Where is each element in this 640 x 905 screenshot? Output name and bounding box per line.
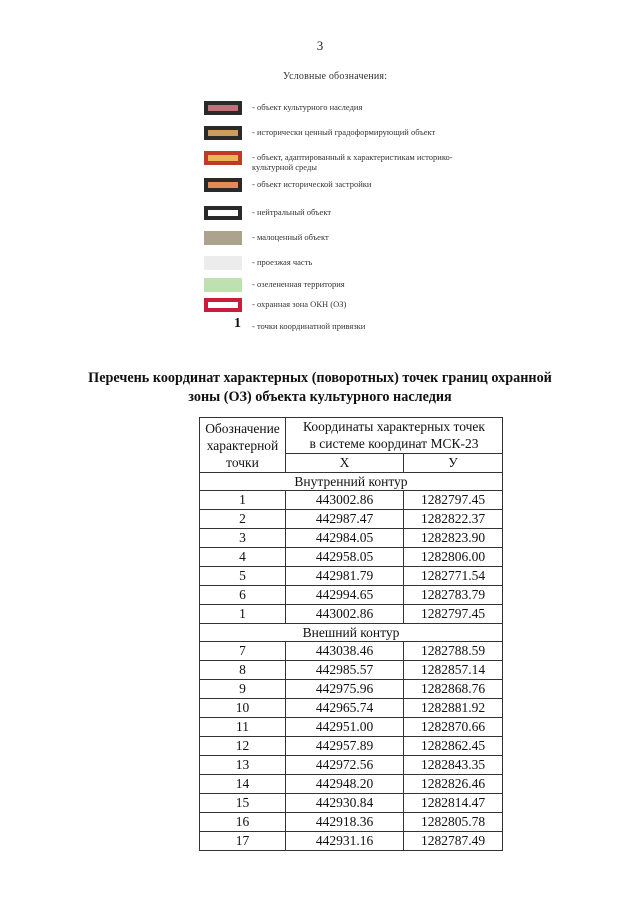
header-line: характерной	[206, 437, 279, 453]
point-id-cell: 1	[200, 491, 286, 510]
legend-item	[0, 318, 640, 340]
table-row	[200, 567, 503, 586]
y-cell: 1282797.45	[404, 605, 503, 624]
legend-label: - охранная зона ОКН (ОЗ)	[252, 299, 347, 309]
point-id-cell: 11	[200, 718, 286, 737]
table-row	[200, 794, 503, 813]
legend-item	[0, 231, 640, 253]
y-cell: 1282797.45	[404, 491, 503, 510]
legend-label: - точки координатной привязки	[252, 321, 366, 331]
point-id-cell: 1	[200, 605, 286, 624]
legend-label: - проезжая часть	[252, 257, 313, 267]
y-cell: 1282843.35	[404, 756, 503, 775]
table-row	[200, 737, 503, 756]
legend-label: - объект, адаптированный к характеристикам историко-культурной среды	[252, 152, 453, 172]
y-cell: 1282783.79	[404, 586, 503, 605]
table-row	[200, 756, 503, 775]
legend-label: - нейтральный объект	[252, 207, 332, 217]
table-row	[200, 605, 503, 624]
x-cell: 442981.79	[286, 567, 404, 586]
legend-swatch-low-value	[204, 231, 242, 245]
y-cell: 1282857.14	[404, 661, 503, 680]
table-row	[200, 699, 503, 718]
legend-item	[0, 126, 640, 148]
x-cell: 442948.20	[286, 775, 404, 794]
table-row	[200, 510, 503, 529]
table-row	[200, 680, 503, 699]
x-cell: 442975.96	[286, 680, 404, 699]
legend-label: - объект исторической застройки	[252, 179, 372, 189]
legend-item	[0, 278, 640, 300]
table-body	[200, 473, 503, 851]
legend-swatch-roadway	[204, 256, 242, 270]
legend-swatch-historic-building	[204, 178, 242, 192]
y-cell: 1282788.59	[404, 642, 503, 661]
legend-swatch-historic-valuable	[204, 126, 242, 140]
header-line: Координаты характерных точек	[303, 419, 485, 435]
header-line: Обозначение	[205, 420, 280, 436]
x-cell: 442918.36	[286, 813, 404, 832]
point-id-cell: 9	[200, 680, 286, 699]
legend-swatch-protection-zone	[204, 298, 242, 312]
y-cell: 1282787.49	[404, 832, 503, 851]
y-cell: 1282823.90	[404, 529, 503, 548]
legend-swatch-neutral	[204, 206, 242, 220]
y-header: У	[404, 453, 503, 472]
x-cell: 443002.86	[286, 605, 404, 624]
legend-swatch-okn	[204, 101, 242, 115]
legend-item	[0, 298, 640, 320]
legend-item	[0, 256, 640, 278]
legend-swatch-adapted	[204, 151, 242, 165]
y-cell: 1282826.46	[404, 775, 503, 794]
legend-item	[0, 101, 640, 123]
y-cell: 1282814.47	[404, 794, 503, 813]
x-cell: 442951.00	[286, 718, 404, 737]
legend-label: - малоценный объект	[252, 232, 329, 242]
point-id-cell: 13	[200, 756, 286, 775]
y-cell: 1282862.45	[404, 737, 503, 756]
section-row	[200, 624, 503, 642]
x-cell: 442985.57	[286, 661, 404, 680]
heading-line: зоны (ОЗ) объекта культурного наследия	[188, 389, 452, 405]
y-cell: 1282805.78	[404, 813, 503, 832]
y-cell: 1282822.37	[404, 510, 503, 529]
x-cell: 442994.65	[286, 586, 404, 605]
y-cell: 1282806.00	[404, 548, 503, 567]
point-id-cell: 6	[200, 586, 286, 605]
table-row	[200, 642, 503, 661]
heading-line: Перечень координат характерных (поворотных) точек границ охранной	[88, 370, 552, 386]
table-row	[200, 491, 503, 510]
legend-swatch-green-area	[204, 278, 242, 292]
y-cell: 1282881.92	[404, 699, 503, 718]
section-title: Внешний контур	[200, 624, 503, 642]
legend-item	[0, 151, 640, 173]
section-row	[200, 473, 503, 491]
table-row	[200, 718, 503, 737]
point-id-header	[200, 418, 286, 473]
header-line: в системе координат МСК-23	[309, 436, 479, 452]
page-heading	[60, 369, 580, 407]
point-id-cell: 4	[200, 548, 286, 567]
y-cell: 1282771.54	[404, 567, 503, 586]
point-id-cell: 15	[200, 794, 286, 813]
legend-label: - объект культурного наследия	[252, 102, 363, 112]
page-number: 3	[316, 38, 324, 53]
x-cell: 442972.56	[286, 756, 404, 775]
x-cell: 442984.05	[286, 529, 404, 548]
coordinates-header	[286, 418, 503, 454]
point-id-cell: 17	[200, 832, 286, 851]
point-id-cell: 10	[200, 699, 286, 718]
point-id-cell: 12	[200, 737, 286, 756]
x-cell: 442930.84	[286, 794, 404, 813]
point-id-cell: 5	[200, 567, 286, 586]
y-cell: 1282870.66	[404, 718, 503, 737]
point-id-cell: 8	[200, 661, 286, 680]
legend-label: - озелененная территория	[252, 279, 345, 289]
x-cell: 443002.86	[286, 491, 404, 510]
x-cell: 443038.46	[286, 642, 404, 661]
legend-label: - исторически ценный градоформирующий объект	[252, 127, 436, 137]
point-id-cell: 2	[200, 510, 286, 529]
table-row	[200, 813, 503, 832]
x-cell: 442931.16	[286, 832, 404, 851]
point-marker: 1	[234, 316, 241, 331]
x-cell: 442958.05	[286, 548, 404, 567]
point-id-cell: 16	[200, 813, 286, 832]
x-header: X	[286, 453, 404, 472]
x-cell: 442987.47	[286, 510, 404, 529]
point-id-cell: 3	[200, 529, 286, 548]
x-cell: 442965.74	[286, 699, 404, 718]
legend-title: Условные обозначения:	[283, 71, 388, 82]
legend-item	[0, 206, 640, 228]
header-line: точки	[226, 454, 259, 470]
legend-item	[0, 178, 640, 200]
table-row	[200, 832, 503, 851]
table-row	[200, 529, 503, 548]
section-title: Внутренний контур	[200, 473, 503, 491]
point-id-cell: 14	[200, 775, 286, 794]
y-cell: 1282868.76	[404, 680, 503, 699]
point-id-cell: 7	[200, 642, 286, 661]
table-row	[200, 586, 503, 605]
table-row	[200, 775, 503, 794]
coordinates-table	[199, 417, 503, 851]
x-cell: 442957.89	[286, 737, 404, 756]
table-row	[200, 661, 503, 680]
table-row	[200, 548, 503, 567]
